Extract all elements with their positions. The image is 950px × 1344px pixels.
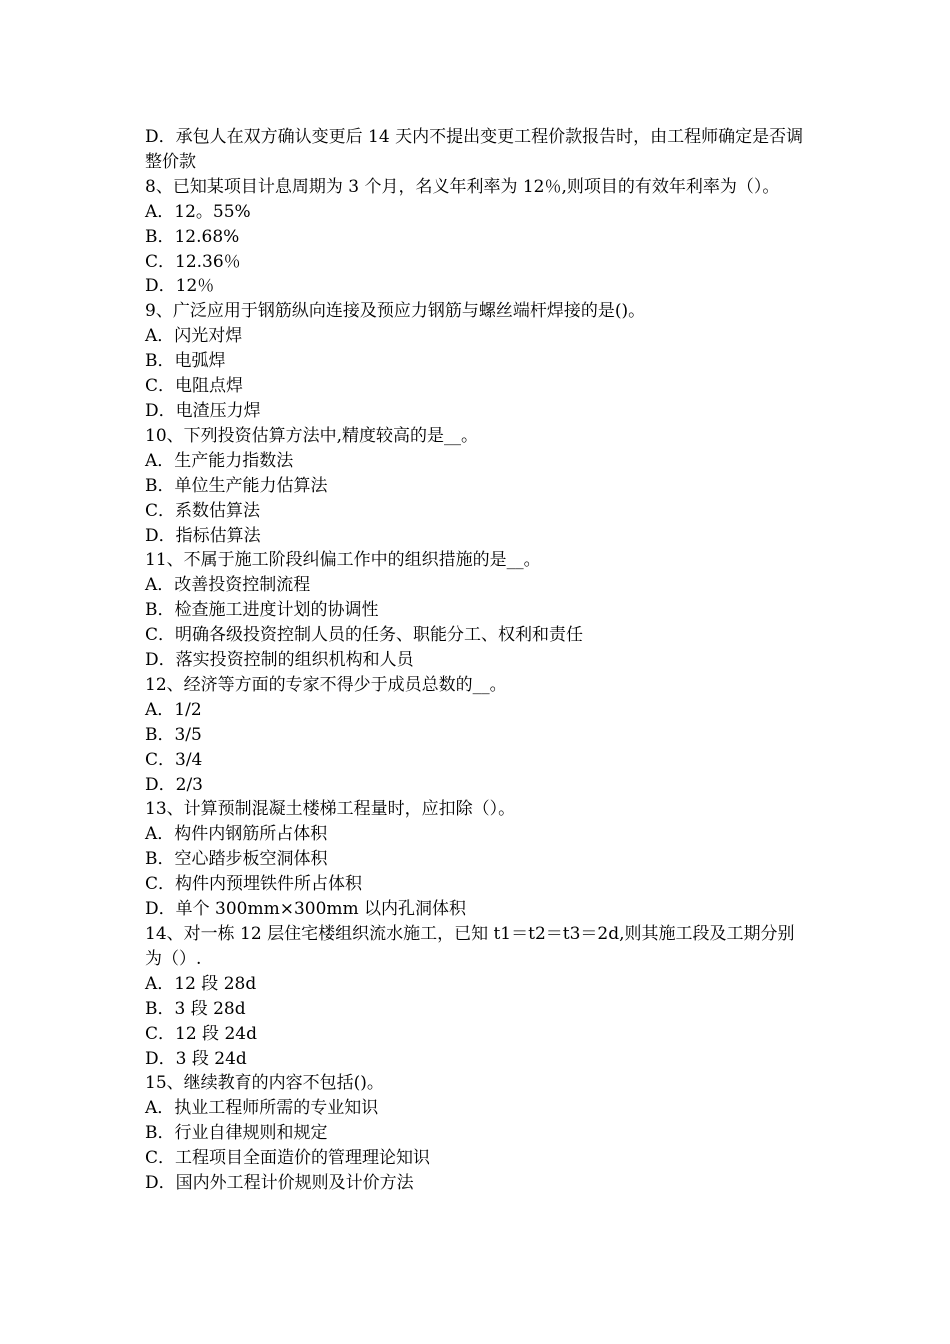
answer-option: C．3/4 <box>145 749 203 770</box>
answer-option: D．承包人在双方确认变更后 14 天内不提出变更工程价款报告时，由工程师确定是否调整价款 <box>145 127 804 172</box>
answer-option: D．指标估算法 <box>145 525 261 546</box>
question-text: 8、已知某项目计息周期为 3 个月，名义年利率为 12％,则项目的有效年利率为（）。 <box>145 176 780 197</box>
answer-option: B．12.68% <box>145 226 240 247</box>
answer-option: C．系数估算法 <box>145 500 261 521</box>
answer-option: D．单个 300mm×300mm 以内孔洞体积 <box>145 899 467 920</box>
answer-option: D．国内外工程计价规则及计价方法 <box>145 1173 414 1194</box>
answer-option: D．电渣压力焊 <box>145 400 261 421</box>
answer-option: D．2/3 <box>145 774 203 795</box>
answer-option: A．构件内钢筋所占体积 <box>145 824 328 845</box>
answer-option: D．3 段 24d <box>145 1048 247 1069</box>
answer-option: A．执业工程师所需的专业知识 <box>145 1098 379 1119</box>
answer-option: A．12 段 28d <box>145 973 257 994</box>
answer-option: C．工程项目全面造价的管理理论知识 <box>145 1148 431 1169</box>
answer-option: C．12.36％ <box>145 251 241 272</box>
answer-option: B．3/5 <box>145 724 202 745</box>
answer-option: B．3 段 28d <box>145 998 246 1019</box>
answer-option: B．空心踏步板空洞体积 <box>145 849 328 870</box>
answer-option: C．构件内预埋铁件所占体积 <box>145 874 363 895</box>
answer-option: A．1/2 <box>145 699 202 720</box>
answer-option: B．检查施工进度计划的协调性 <box>145 600 379 621</box>
answer-option: D．落实投资控制的组织机构和人员 <box>145 650 414 671</box>
answer-option: A．12。55% <box>145 201 251 222</box>
answer-option: B．电弧焊 <box>145 351 226 372</box>
answer-option: C．明确各级投资控制人员的任务、职能分工、权利和责任 <box>145 625 584 646</box>
question-text: 14、对一栋 12 层住宅楼组织流水施工，已知 t1＝t2＝t3＝2d,则其施工段及工期分别为（）. <box>145 924 795 969</box>
question-text: 12、经济等方面的专家不得少于成员总数的__。 <box>145 674 507 695</box>
answer-option: B．行业自律规则和规定 <box>145 1123 328 1144</box>
question-text: 9、广泛应用于钢筋纵向连接及预应力钢筋与螺丝端杆焊接的是()。 <box>145 301 646 322</box>
answer-option: A．生产能力指数法 <box>145 450 294 471</box>
answer-option: B．单位生产能力估算法 <box>145 475 328 496</box>
question-text: 15、继续教育的内容不包括()。 <box>145 1073 384 1094</box>
answer-option: A．改善投资控制流程 <box>145 575 311 596</box>
answer-option: C．电阻点焊 <box>145 376 244 397</box>
answer-option: A．闪光对焊 <box>145 326 243 347</box>
answer-option: C．12 段 24d <box>145 1023 257 1044</box>
answer-option: D．12％ <box>145 276 215 297</box>
question-text: 11、不属于施工阶段纠偏工作中的组织措施的是__。 <box>145 550 541 571</box>
document-body <box>145 125 810 1196</box>
question-text: 10、下列投资估算方法中,精度较高的是__。 <box>145 425 479 446</box>
question-text: 13、计算预制混凝土楼梯工程量时，应扣除（）。 <box>145 799 516 820</box>
